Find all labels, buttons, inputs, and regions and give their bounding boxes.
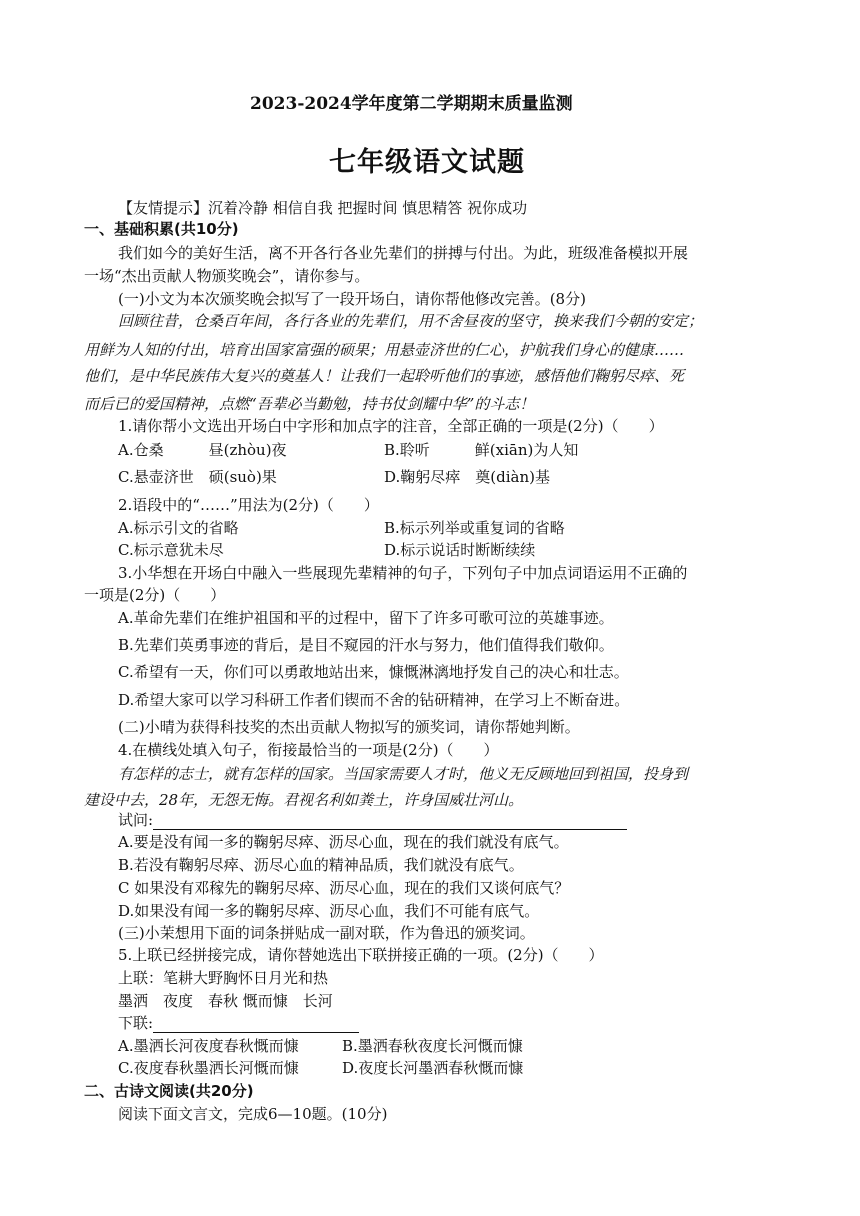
q4-option-d: D.如果没有闻一多的鞠躬尽瘁、沥尽心血，我们不可能有底气。 <box>118 902 540 920</box>
q5-option-b: B.墨洒春秋夜度长河慨而慷 <box>342 1037 523 1055</box>
part1-heading: (一)小文为本次颁奖晚会拟写了一段开场白，请你帮他修改完善。(8分) <box>118 290 586 308</box>
part3-heading: (三)小茉想用下面的词条拼贴成一副对联，作为鲁迅的颁奖词。 <box>118 924 535 942</box>
intro-line-1: 我们如今的美好生活，离不开各行各业先辈们的拼搏与付出。为此，班级准备模拟开展 <box>118 244 689 262</box>
q5-lower-line <box>118 1013 359 1033</box>
q2-option-d: D.标示说话时断断续续 <box>384 541 536 559</box>
question-5: 5.上联已经拼接完成，请你替她选出下联拼接正确的一项。(2分)（ ） <box>118 946 604 964</box>
q4-text-line-2: 建设中去，28年，无怨无悔。君视名利如粪土，许身国威壮河山。 <box>84 791 524 809</box>
passage-line-4: 而后已的爱国精神，点燃“吾辈必当勤勉，持书仗剑耀中华”的斗志！ <box>84 395 535 413</box>
q5-upper-couplet: 上联：笔耕大野胸怀日月光和热 <box>118 969 329 987</box>
question-3-line-2: 一项是(2分)（ ） <box>84 586 226 604</box>
intro-line-2: 一场“杰出贡献人物颁奖晚会”，请你参与。 <box>84 267 370 285</box>
q3-option-b: B.先辈们英勇事迹的背后，是目不窥园的汗水与努力，他们值得我们敬仰。 <box>118 636 614 654</box>
q4-ask-label: 试问: <box>118 811 154 829</box>
q4-option-a: A.要是没有闻一多的鞠躬尽瘁、沥尽心血，现在的我们就没有底气。 <box>118 833 569 851</box>
passage-line-3: 他们，是中华民族伟大复兴的奠基人！让我们一起聆听他们的事迹，感悟他们鞠躬尽瘁、死 <box>84 367 685 385</box>
friendly-tip: 【友情提示】沉着冷静 相信自我 把握时间 慎思精答 祝你成功 <box>118 199 528 217</box>
question-4: 4.在横线处填入句子，衔接最恰当的一项是(2分)（ ） <box>118 741 499 759</box>
q4-option-b: B.若没有鞠躬尽瘁、沥尽心血的精神品质，我们就没有底气。 <box>118 856 524 874</box>
q5-option-d: D.夜度长河墨洒春秋慨而慷 <box>342 1059 524 1077</box>
passage-line-1: 回顾往昔，仓桑百年间，各行各业的先辈们，用不舍昼夜的坚守，换来我们今朝的安定； <box>118 312 704 330</box>
q3-option-c: C.希望有一天，你们可以勇敢地站出来，慷慨淋漓地抒发自己的决心和壮志。 <box>118 663 629 681</box>
section1-heading: 一、基础积累(共10分) <box>84 220 239 238</box>
q2-option-c: C.标示意犹未尽 <box>118 541 224 559</box>
q5-option-a: A.墨洒长河夜度春秋慨而慷 <box>118 1037 299 1055</box>
q4-ask-line <box>118 810 627 830</box>
part2-heading: (二)小晴为获得科技奖的杰出贡献人物拟写的颁奖词，请你帮她判断。 <box>118 718 580 736</box>
q4-answer-blank <box>153 813 627 830</box>
section2-heading: 二、古诗文阅读(共20分) <box>84 1082 254 1100</box>
exam-year-title: 2023-2024学年度第二学期期末质量监测 <box>250 94 573 114</box>
exam-main-title: 七年级语文试题 <box>329 147 525 178</box>
q1-option-a: A.仓桑 昼(zhòu)夜 <box>118 441 287 459</box>
q2-option-b: B.标示列举或重复词的省略 <box>384 519 565 537</box>
passage-line-2: 用鲜为人知的付出，培育出国家富强的硕果；用悬壶济世的仁心，护航我们身心的健康…… <box>84 341 685 359</box>
q3-option-a: A.革命先辈们在维护祖国和平的过程中，留下了许多可歌可泣的英雄事迹。 <box>118 609 614 627</box>
q1-option-d: D.鞠躬尽瘁 奠(diàn)基 <box>384 468 550 486</box>
question-2: 2.语段中的“……”用法为(2分)（ ） <box>118 496 379 514</box>
question-1: 1.请你帮小文选出开场白中字形和加点字的注音，全部正确的一项是(2分)（ ） <box>118 417 664 435</box>
q1-option-b: B.聆听 鲜(xiān)为人知 <box>384 441 579 459</box>
q4-text-line-1: 有怎样的志士，就有怎样的国家。当国家需要人才时，他义无反顾地回到祖国，投身到 <box>118 765 689 783</box>
q3-option-d: D.希望大家可以学习科研工作者们锲而不舍的钻研精神，在学习上不断奋进。 <box>118 691 630 709</box>
question-3-line-1: 3.小华想在开场白中融入一些展现先辈精神的句子，下列句子中加点词语运用不正确的 <box>118 564 688 582</box>
section2-intro: 阅读下面文言文，完成6—10题。(10分) <box>118 1105 388 1123</box>
q5-answer-blank <box>153 1016 359 1033</box>
q2-option-a: A.标示引文的省略 <box>118 519 239 537</box>
q1-option-c: C.悬壶济世 硕(suò)果 <box>118 468 277 486</box>
q5-word-strips: 墨洒 夜度 春秋 慨而慷 长河 <box>118 992 333 1010</box>
q4-option-c: C 如果没有邓稼先的鞠躬尽瘁、沥尽心血，现在的我们又谈何底气？ <box>118 879 570 897</box>
q5-option-c: C.夜度春秋墨洒长河慨而慷 <box>118 1059 299 1077</box>
q5-lower-label: 下联: <box>118 1014 154 1032</box>
